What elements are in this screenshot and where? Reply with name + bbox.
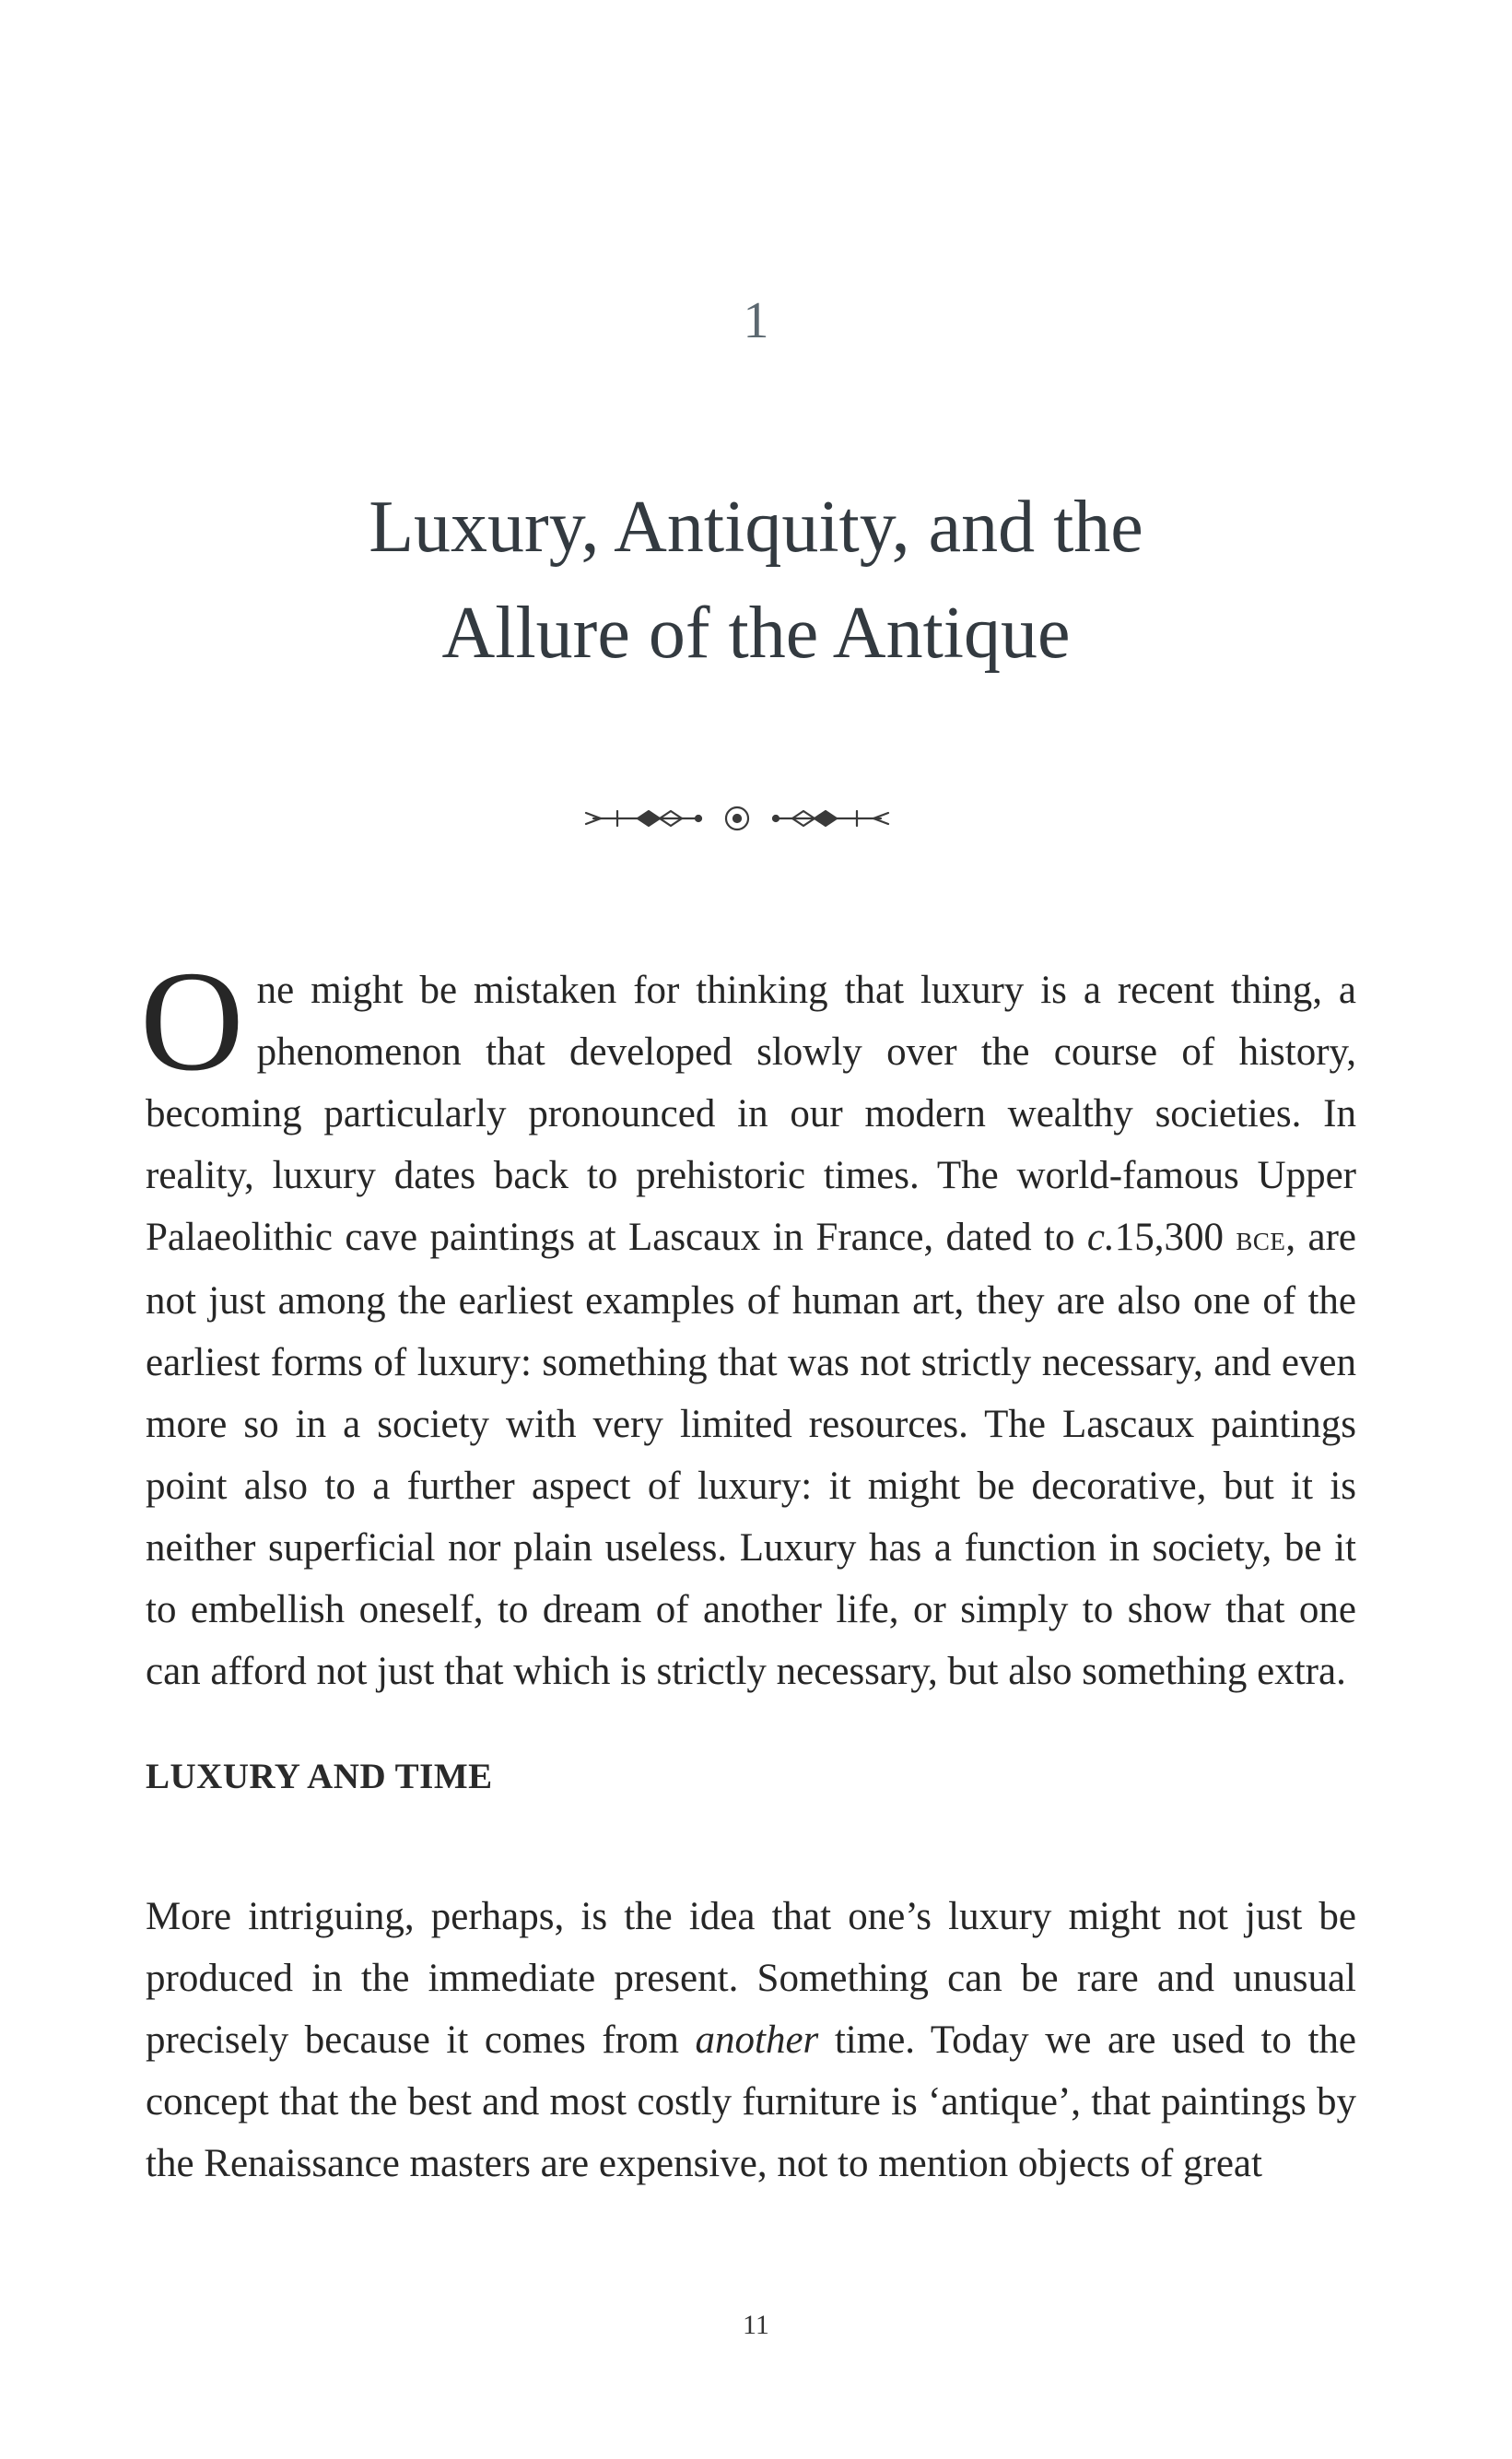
paragraph-text: time. Today we are used to the concept that the best and most costly furniture is ‘antique’, that paintings by the Renaissance masters are expensive, not to mention objects of great — [146, 2018, 1356, 2185]
chapter-title — [0, 475, 1512, 687]
era-label: bce — [1236, 1219, 1286, 1258]
section-paragraph — [146, 1886, 1356, 2194]
date-value: 15,300 — [1114, 1216, 1237, 1259]
drop-cap: O — [140, 941, 244, 1100]
decorative-divider-icon — [580, 800, 894, 837]
circa-abbreviation: c. — [1086, 1216, 1115, 1259]
chapter-title-line-2: Allure of the Antique — [441, 593, 1071, 674]
emphasized-word: another — [695, 2018, 819, 2062]
chapter-title-line-1: Luxury, Antiquity, and the — [369, 487, 1143, 568]
chapter-number: 1 — [743, 292, 769, 349]
paragraph-text: More intriguing, perhaps, is the idea that one’s luxury might not just be produced in the immediate present. Something can be rare and unusual precisely because it comes from — [146, 1895, 1356, 2062]
opening-paragraph — [140, 941, 1356, 1702]
section-heading: LUXURY AND TIME — [146, 1757, 493, 1796]
paragraph-text: ne might be mistaken for thinking that luxury is a recent thing, a phenomenon that developed slowly over the course of history, becoming particularly pronounced in our modern wealthy societies. In reality, luxury dates back to prehistoric times. The world-famous Upper Palaeolithic cave paintings at Lascaux in France, dated to — [146, 969, 1356, 1259]
page-number: 11 — [743, 2310, 769, 2340]
paragraph-text: , are not just among the earliest examples of human art, they are also one of the earliest forms of luxury: something that was not strictly necessary, and even more so in a society with very limited resources. The Lascaux paintings point also to a further aspect of luxury: it might be decorative, but it is neither superficial nor plain useless. Luxury has a function in society, be it to embellish oneself, to dream of another life, or simply to show that one can afford not just that which is strictly necessary, but also something extra. — [146, 1216, 1356, 1693]
